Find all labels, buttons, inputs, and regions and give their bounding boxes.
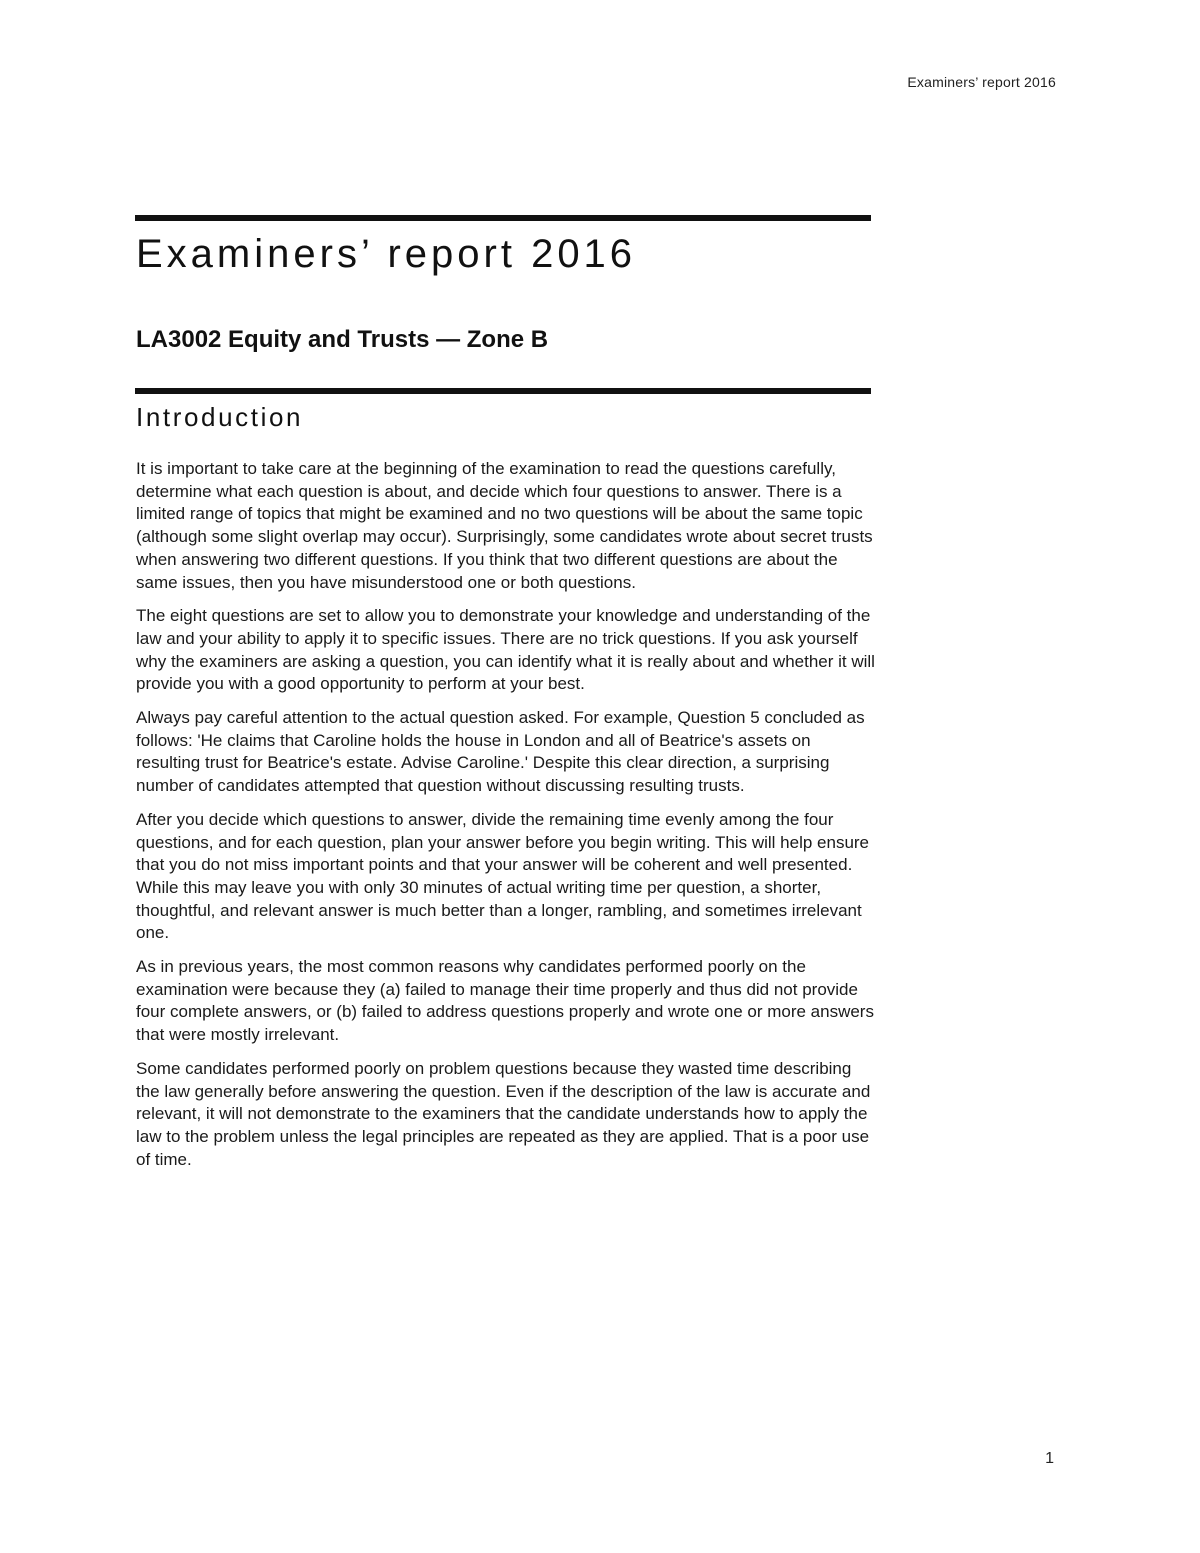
page-number: 1 bbox=[1045, 1450, 1054, 1467]
running-header: Examiners’ report 2016 bbox=[907, 74, 1056, 90]
paragraph-1: It is important to take care at the beginning of the examination to read the questions carefully, determine what each question is about, and decide which four questions to answer. There is a limited range of topics that might be examined and no two questions will be about the same topic (although some slight overlap may occur). Surprisingly, some candidates wrote about secret trusts when answering two different questions. If you think that two different questions are about the same issues, then you have misunderstood one or both questions. bbox=[136, 459, 873, 592]
paragraph-6: Some candidates performed poorly on problem questions because they wasted time describing the law generally before answering the question. Even if the description of the law is accurate and relevant, it will not demonstrate to the examiners that the candidate understands how to apply the law to the problem unless the legal principles are repeated as they are applied. That is a poor use of time. bbox=[136, 1058, 871, 1169]
report-title: Examiners’ report 2016 bbox=[136, 232, 637, 276]
paragraph-3: Always pay careful attention to the actual question asked. For example, Question 5 concluded as follows: 'He claims that Caroline holds the house in London and all of Beatrice's assets on resulting trust for Beatrice's estate. Advise Caroline.' Despite this clear direction, a surprising number of candidates attempted that question without discussing resulting trusts. bbox=[136, 708, 865, 796]
title-rule-bottom bbox=[135, 388, 871, 394]
title-rule-top bbox=[135, 215, 871, 221]
paragraph-4: After you decide which questions to answer, divide the remaining time evenly among the four questions, and for each question, plan your answer before you begin writing. This will help ensure that you do not miss important points and that your answer will be coherent and well presented. While this may leave you with only 30 minutes of actual writing time per question, a shorter, thoughtful, and relevant answer is much better than a longer, rambling, and sometimes irrelevant one. bbox=[136, 809, 870, 943]
introduction-body bbox=[136, 458, 876, 1182]
course-title: LA3002 Equity and Trusts — Zone B bbox=[136, 326, 549, 353]
paragraph-2: The eight questions are set to allow you to demonstrate your knowledge and understanding of the law and your ability to apply it to specific issues. There are no trick questions. If you ask yourself why the examiners are asking a question, you can identify what it is really about and whether it will provide you with a good opportunity to perform at your best. bbox=[136, 606, 875, 694]
section-heading-introduction: Introduction bbox=[136, 402, 304, 432]
paragraph-5: As in previous years, the most common reasons why candidates performed poorly on the examination were because they (a) failed to manage their time properly and thus did not provide four complete answers, or (b) failed to address questions properly and wrote one or more answers that were mostly irrelevant. bbox=[136, 957, 874, 1045]
